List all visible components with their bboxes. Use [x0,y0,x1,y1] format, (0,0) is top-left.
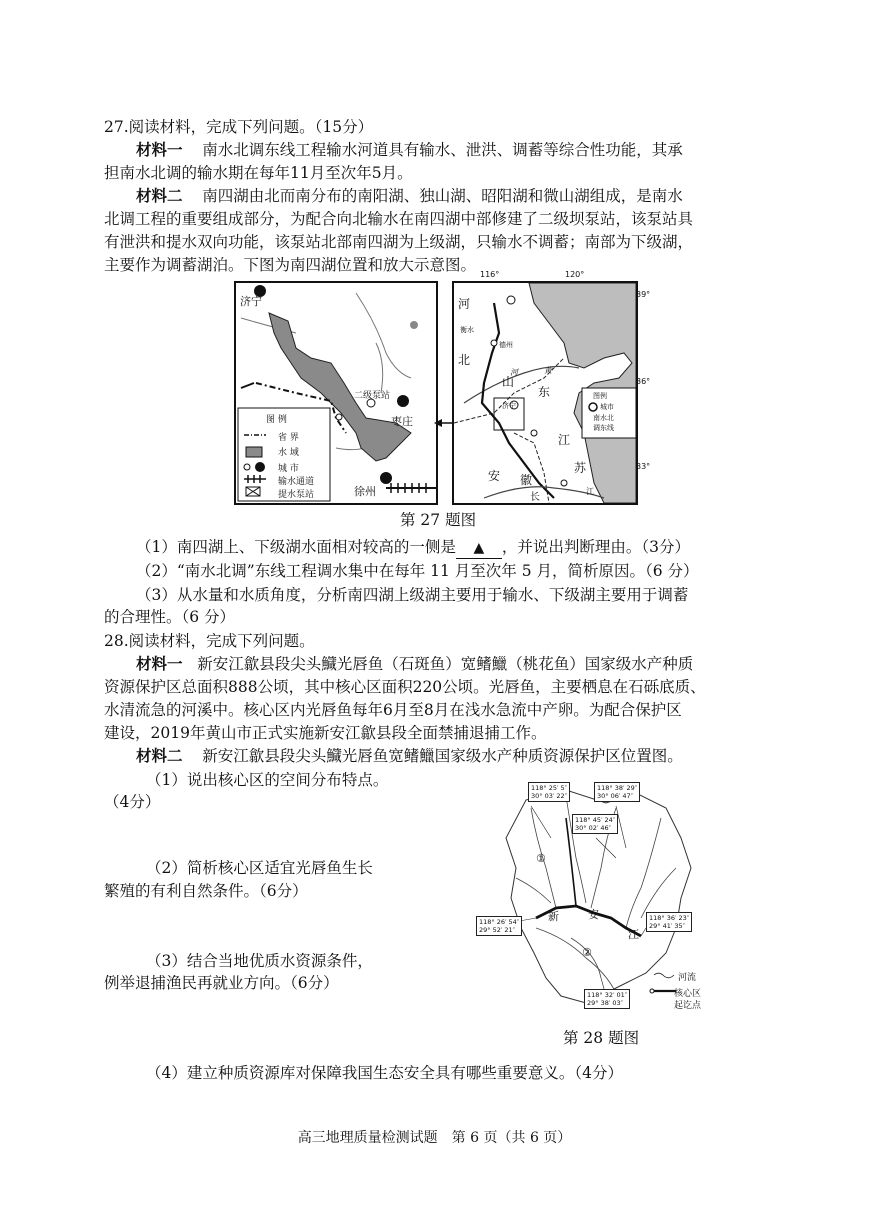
right-legend-route1: 南水北 [593,414,614,422]
protection-area-map [476,778,726,1018]
label-shan: 山 [502,375,515,389]
q27-m2-line2: 北调工程的重要组成部分，为配合向北输水在南四湖中部修建了二级坝泵站，该泵站具 [104,210,694,228]
legend-water: 水 域 [278,448,299,458]
legend-canal: 输水通道 [278,477,315,487]
right-legend-city: 城市 [600,403,614,411]
q27-m2-line1: 南四湖由北而南分布的南阳湖、独山湖、昭阳湖和微山湖组成，是南水 [202,187,683,205]
q28-m1-line3: 水清流急的河溪中。核心区内光唇鱼每年6月至8月在浅水急流中产卵。为配合保护区 [104,701,682,719]
city-label-zaozhuang: 枣庄 [391,415,413,428]
legend-river: 河流 [678,973,697,983]
lon-116: 116° [480,270,500,279]
legend-boundary: 省 界 [278,433,299,443]
q28-sub2-line1: （2）简析核心区适宜光唇鱼生长 [146,859,373,877]
q27-m1-line2: 担南水北调的输水期在每年11月至次年5月。 [104,164,413,182]
legend-core-endpoints: 起讫点 [674,1001,702,1011]
q27-sub3-line2: 的合理性。（6 分） [104,608,236,626]
label-bei: 北 [458,353,471,367]
label-su: 苏 [574,461,587,475]
q27-m1-label: 材料一 [136,140,183,159]
q27-m2-line3: 有泄洪和提水双向功能，该泵站北部南四湖为上级湖，只输水不调蓄；南部为下级湖， [104,233,694,251]
q27-sub1 [136,537,690,559]
city-label-xuzhou: 徐州 [354,485,376,498]
label-hui: 徽 [520,473,533,487]
q28-m2-label: 材料二 [136,746,183,765]
label-jiang2: 江 [586,487,594,496]
label-dezhou: 德州 [499,341,513,349]
coord-box-4 [476,916,522,936]
label-huang: 黄 [544,366,552,375]
q27-material2 [136,186,683,206]
q27-sub2: （2）“南水北调”东线工程调水集中在每年 11 月至次年 5 月，简析原因。（6 分） [136,562,699,580]
fig28-caption: 第 28 题图 [563,1029,640,1047]
q28-sub1-line1: （1）说出核心区的空间分布特点。 [146,771,389,789]
coord-5-lon: 118° 36′ 23″ [649,914,690,922]
location-map [452,281,638,505]
q28-m2-line1: 新安江歙县段尖头鱵光唇鱼宽鳍鱲国家级水产种质资源保护区位置图。 [202,747,683,765]
coord-3-lon: 118° 45′ 24″ [575,816,616,824]
q27-material1 [136,140,683,160]
coord-6-lat: 29° 38′ 03″ [587,999,624,1007]
q28-sub3-line2: 例举退捕渔民再就业方向。（6分） [104,974,339,992]
label-he: 河 [458,297,471,311]
coord-box-3 [572,814,618,834]
city-label-jining: 济宁 [240,295,262,308]
coord-4-lon: 118° 26′ 54″ [479,918,520,926]
q27-m1-line1: 南水北调东线工程输水河道具有输水、泄洪、调蓄等综合性功能，其承 [202,141,683,159]
q28-m1-line4: 建设，2019年黄山市正式实施新安江歙县段全面禁捕退捕工作。 [104,724,547,742]
q27-sub3-line1: （3）从水量和水质角度，分析南四湖上级湖主要用于输水、下级湖主要用于调蓄 [136,586,689,604]
q28-m1-line2: 资源保护区总面积888公顷，其中核心区面积220公顷。光唇鱼，主要栖息在石砾底质、 [104,678,706,696]
coord-box-6 [584,989,630,1009]
coord-4-lat: 29° 52′ 21″ [479,926,516,934]
q27-sub1-post: ，并说出判断理由。（3分） [501,538,690,556]
label-jining: 济宁 [502,402,516,410]
q28-m1-label: 材料一 [136,654,183,673]
q28-m1-line1: 新安江歙县段尖头鱵光唇鱼（石斑鱼）宽鳍鱲（桃花鱼）国家级水产种质 [197,655,694,673]
right-legend-title: 图例 [593,392,607,400]
right-legend-route2: 调东线 [593,424,614,432]
legend-core: 核心区 [674,989,702,999]
label-hengshui: 衡水 [460,326,474,334]
coord-1-lon: 118° 25′ 5″ [531,784,568,792]
coord-2-lat: 30° 06′ 47″ [597,792,634,800]
page-footer: 高三地理质量检测试题 第 6 页（共 6 页） [297,1130,572,1146]
fig27-caption: 第 27 题图 [400,511,477,529]
coord-box-2 [594,782,640,802]
river-label-xin: 新 [548,910,559,923]
legend-city: 城 市 [278,464,299,474]
coord-5-lat: 29° 41′ 35″ [649,922,686,930]
pump-station-label: 二级泵站 [354,391,391,401]
coord-2-lon: 118° 38′ 29″ [597,784,638,792]
coord-6-lon: 118° 32′ 01″ [587,991,628,999]
lon-120: 120° [565,270,585,279]
river-label-jiang: 江 [628,928,639,941]
q28-sub1-line2: （4分） [104,793,161,811]
q28-material1 [136,654,693,674]
coord-1-lat: 30° 03′ 22″ [531,792,568,800]
coord-box-1 [528,782,570,802]
q28-sub3-line1: （3）结合当地优质水资源条件， [146,952,373,970]
label-dong: 东 [538,385,551,399]
zone-label-1: ① [536,852,546,865]
river-label-an: 安 [588,908,599,921]
label-an: 安 [488,469,501,483]
legend-pump: 提水泵站 [278,490,315,500]
q27-m2-label: 材料二 [136,186,183,205]
q28-material2 [136,746,683,766]
q28-sub2-line2: 繁殖的有利自然条件。（6分） [104,882,308,900]
lat-39: 39° [636,290,651,299]
q27-m2-line4: 主要作为调蓄湖泊。下图为南四湖位置和放大示意图。 [104,256,477,274]
q28-title: 28.阅读材料，完成下列问题。 [104,632,315,650]
zone-label-2: ② [582,946,592,959]
label-chang: 长 [530,492,540,503]
q28-sub4: （4）建立种质资源库对保障我国生态安全具有哪些重要意义。（4分） [146,1064,623,1082]
lat-33: 33° [636,462,651,471]
lake-map-svg [236,283,436,503]
nansi-lake-enlarged-map [234,281,438,505]
q27-sub1-pre: （1）南四湖上、下级湖水面相对较高的一侧是 [136,538,456,556]
label-river: 河 [510,368,518,377]
q27-title: 27.阅读材料，完成下列问题。（15分） [104,118,374,136]
coord-3-lat: 30° 02′ 46″ [575,824,612,832]
lat-36: 36° [636,377,651,386]
answer-blank[interactable]: ▲ [456,538,502,559]
label-jiang: 江 [558,433,571,447]
legend-title: 图 例 [266,415,287,425]
coord-box-5 [646,912,692,932]
